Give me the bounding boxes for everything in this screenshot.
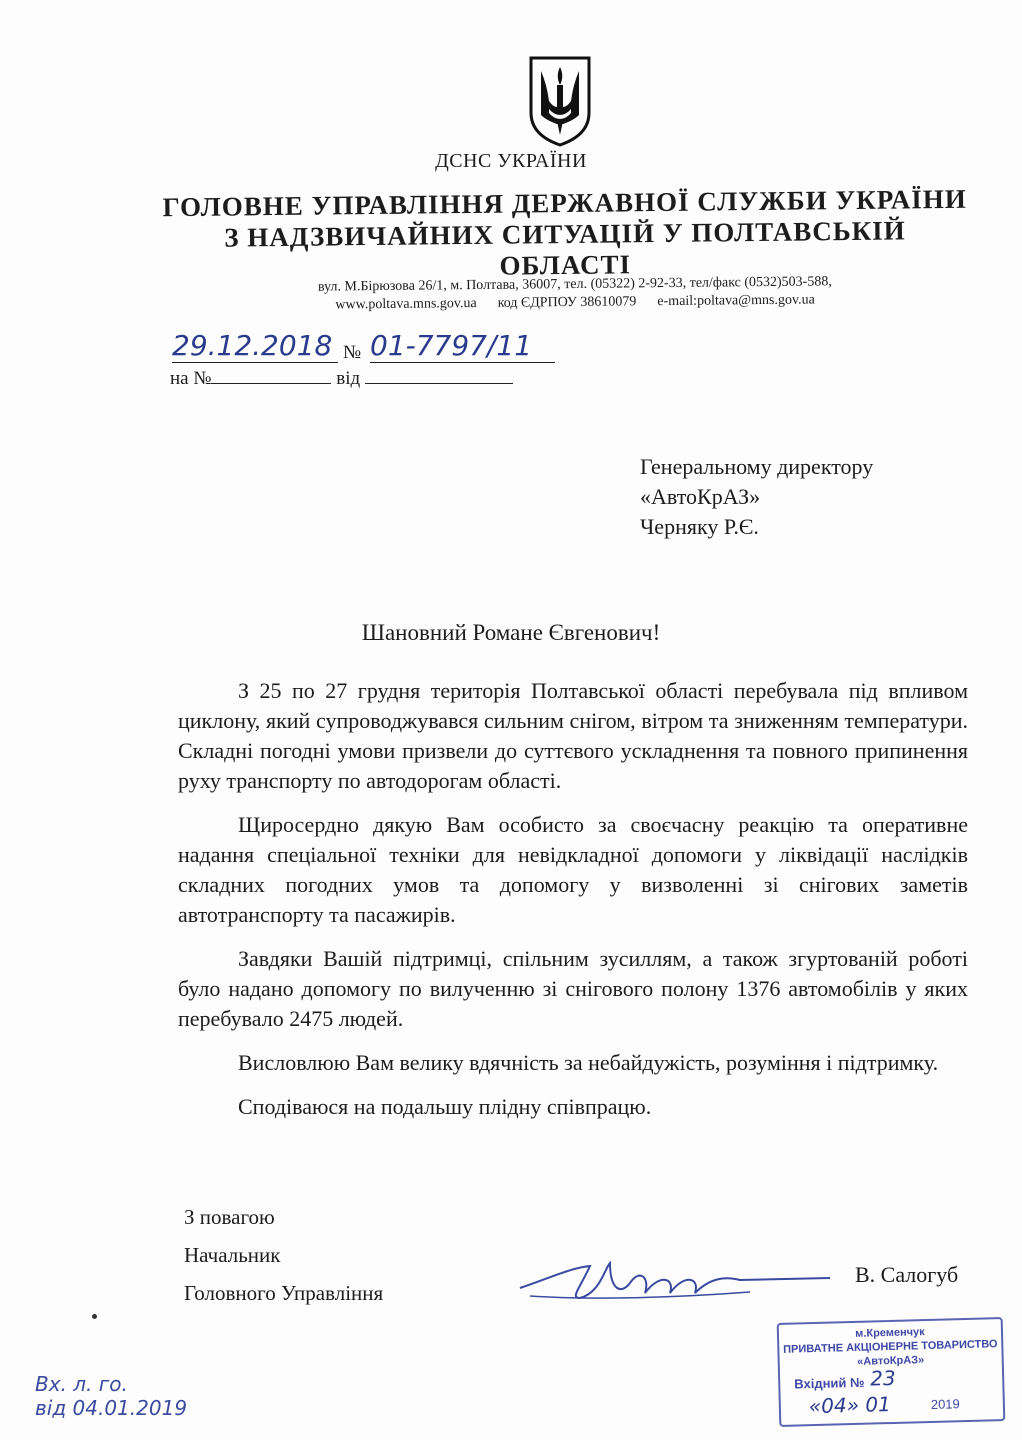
address-line: вул. М.Бірюзова 26/1, м. Полтава, 36007, тел. (05322) 2-92-33, тел/факс (0532)503-588,: [317, 274, 832, 295]
outgoing-number: 01-7797/11: [370, 330, 555, 363]
stamp-city: м.Кременчук: [855, 1326, 925, 1340]
letter-body: [178, 676, 968, 1136]
paragraph: Висловлюю Вам велику вдячність за небайдужість, розуміння і підтримку.: [238, 1050, 939, 1075]
title-line: ГОЛОВНЕ УПРАВЛІННЯ ДЕРЖАВНОЇ СЛУЖБИ УКРАЇНИ: [162, 183, 967, 223]
signer-title: Начальник: [184, 1243, 281, 1267]
closing: З повагою: [184, 1205, 275, 1229]
title-line: З НАДЗВИЧАЙНИХ СИТУАЦІЙ У ПОЛТАВСЬКІЙ: [224, 215, 906, 253]
ref-number-label: на №: [170, 368, 212, 389]
note-line: від 04.01.2019: [35, 1396, 188, 1420]
stamp-year: 2019: [930, 1396, 960, 1412]
organization-title: [150, 184, 981, 286]
recipient-position: Генеральному директору: [640, 454, 874, 479]
paragraph: Сподіваюся на подальшу плідну співпрацю.: [238, 1094, 652, 1119]
stamp-company-type: ПРИВАТНЕ АКЦІОНЕРНЕ ТОВАРИСТВО: [782, 1338, 998, 1356]
coat-of-arms-icon: [527, 55, 593, 147]
recipient-name: Черняку Р.Є.: [640, 514, 759, 539]
paragraph: Завдяки Вашій підтримці, спільним зусиллям, а також згуртованій роботі було надано допомогу по вилученню зі снігового полону 1376 автомобілів у яких перебувало 2475 людей.: [178, 946, 968, 1031]
agency-name: ДСНС УКРАЇНИ: [435, 150, 587, 172]
stamp-company: «АвтоКрАЗ»: [857, 1354, 925, 1368]
outgoing-date: 29.12.2018: [172, 330, 338, 363]
signer-name: В. Салогуб: [855, 1262, 959, 1287]
note-line: Вх. л. го.: [35, 1372, 128, 1396]
recipient-company: «АвтоКрАЗ»: [640, 484, 761, 509]
handwritten-signature: [510, 1248, 840, 1308]
ref-number-blank: [211, 369, 331, 384]
paragraph: З 25 по 27 грудня територія Полтавської області перебувала під впливом циклону, який супроводжувався сильним снігом, вітром та зниженням температури. Складні погодні умови призвели до суттєвого ускладнення та повного припинення руху транспорту по автодорогам області.: [178, 678, 968, 793]
greeting: Шановний Романе Євгенович!: [361, 620, 661, 645]
contact-address: [230, 272, 920, 315]
recipient-block: [640, 452, 873, 542]
reference-line: [170, 368, 513, 390]
ink-dot: [92, 1314, 97, 1319]
incoming-stamp: [777, 1317, 1006, 1427]
signer-department: Головного Управління: [184, 1281, 384, 1305]
handwritten-note: [35, 1372, 187, 1420]
title-line: ОБЛАСТІ: [499, 249, 632, 281]
stamp-incoming-label: Вхідний №: [794, 1374, 865, 1392]
signature-block: [184, 1198, 383, 1312]
stamp-date: «04» 01: [808, 1392, 892, 1419]
number-label: №: [343, 342, 362, 363]
address-line: www.poltava.mns.gov.ua код ЄДРПОУ 38610079 e-mail:poltava@mns.gov.ua: [335, 292, 815, 313]
ref-from-label: від: [336, 368, 361, 389]
stamp-incoming-number: 23: [869, 1365, 896, 1391]
paragraph: Щиросердно дякую Вам особисто за своєчасну реакцію та оперативне надання спеціальної техніки для невідкладної допомоги у ліквідації наслідків складних погодних умов та допомогу у визволенні зі снігових заметів автотранспорту та пасажирів.: [178, 812, 968, 927]
ref-date-blank: [365, 369, 513, 384]
